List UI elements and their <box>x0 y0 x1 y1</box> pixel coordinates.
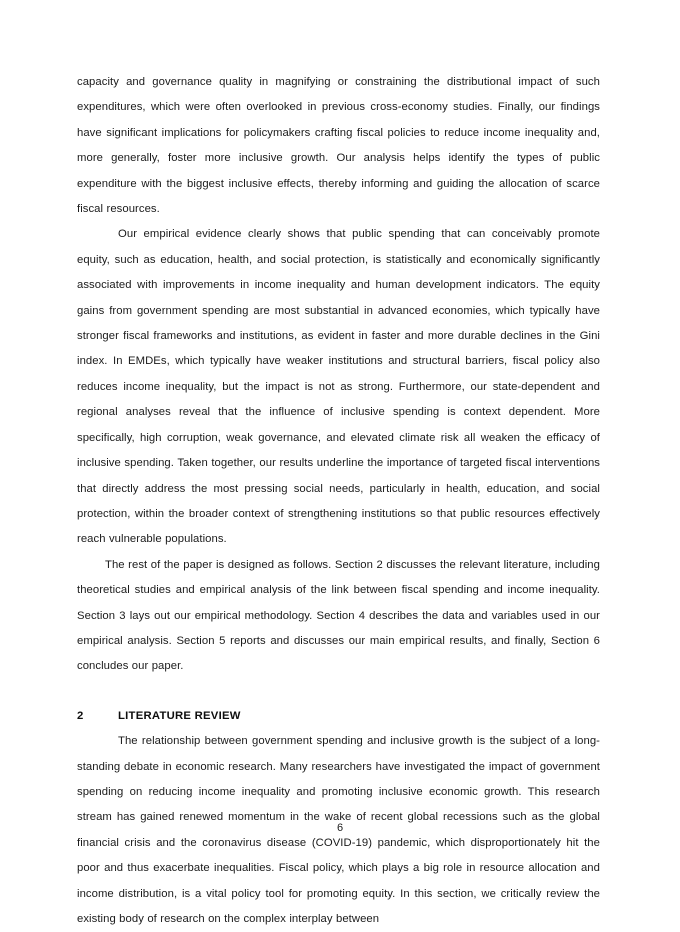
section-heading-literature-review <box>77 704 600 729</box>
heading-spacer <box>77 680 600 704</box>
page-number-footer: 6 <box>336 822 344 834</box>
section-number: 2 <box>77 709 84 722</box>
section-title: LITERATURE REVIEW <box>118 709 241 722</box>
paragraph-literature-intro: The relationship between government spending and inclusive growth is the subject of a long-standing debate in economic research. Many researchers have investigated the impact of government spending on reducing income inequality and promoting inclusive economic growth. This research stream has gained renewed momentum in the wake of recent global recessions such as the global financial crisis and the coronavirus disease (COVID-19) pandemic, which disproportionately hit the poor and thus exacerbate inequalities. Fiscal policy, which plays a big role in resource allocation and income distribution, is a vital policy tool for promoting equity. In this section, we critically review the existing body of research on the complex interplay between <box>77 735 600 925</box>
paragraph-paper-structure: The rest of the paper is designed as follows. Section 2 discusses the relevant literature, including theoretical studies and empirical analysis of the link between fiscal spending and income inequality. Section 3 lays out our empirical methodology. Section 4 describes the data and variables used in our empirical analysis. Section 5 reports and discusses our main empirical results, and finally, Section 6 concludes our paper. <box>77 558 600 673</box>
page-text-column <box>77 70 600 932</box>
paragraph-empirical-evidence: Our empirical evidence clearly shows that public spending that can conceivably promote equity, such as education, health, and social protection, is statistically and economically significantly associated with improvements in income inequality and human development indicators. The equity gains from government spending are most substantial in advanced economies, which typically have stronger fiscal frameworks and institutions, as evident in faster and more durable declines in the Gini index. In EMDEs, which typically have weaker institutions and structural barriers, fiscal policy also reduces income inequality, but the impact is not as strong. Furthermore, our state-dependent and regional analyses reveal that the influence of inclusive spending is context dependent. More specifically, high corruption, weak governance, and elevated climate risk all weaken the efficacy of inclusive spending. Taken together, our results underline the importance of targeted fiscal interventions that directly address the most pressing social needs, particularly in health, education, and social protection, within the broader context of strengthening institutions so that public resources effectively reach vulnerable populations. <box>77 228 600 546</box>
paragraph-continued-intro: capacity and governance quality in magnifying or constraining the distributional impact of such expenditures, which were often overlooked in previous cross-economy studies. Finally, our findings have significant implications for policymakers crafting fiscal policies to reduce income inequality and, more generally, foster more inclusive growth. Our analysis helps identify the types of public expenditure with the biggest inclusive effects, thereby informing and guiding the allocation of scarce fiscal resources. <box>77 76 600 216</box>
